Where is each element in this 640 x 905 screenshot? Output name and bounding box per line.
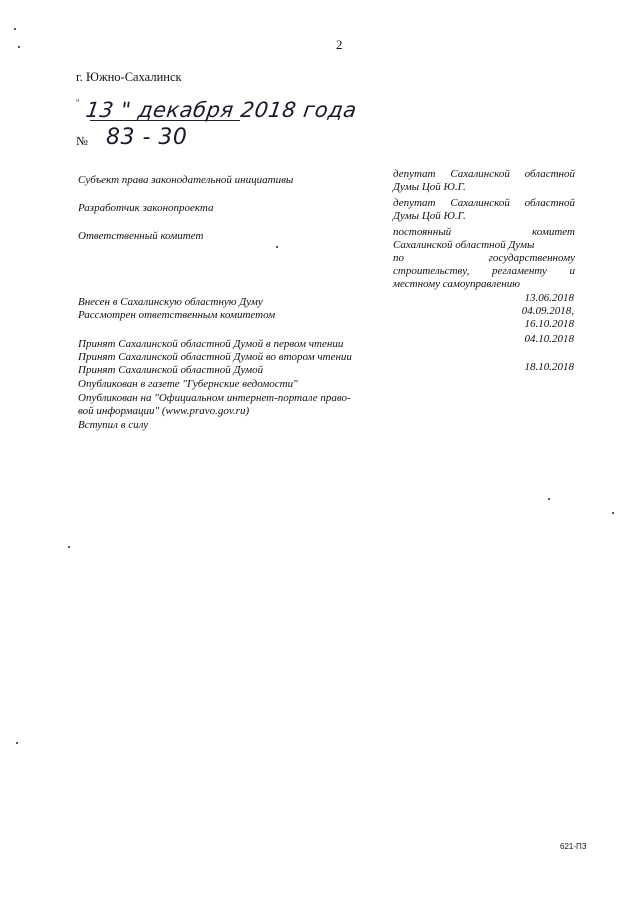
date-quote-mark: " <box>76 98 80 108</box>
scan-speck <box>612 512 614 514</box>
submitted-label: Внесен в Сахалинскую областную Думу <box>78 296 263 308</box>
handwritten-number: 83 - 30 <box>106 125 188 150</box>
scan-speck <box>16 742 18 744</box>
second-reading-label: Принят Сахалинской областной Думой во втором чтении <box>78 351 352 363</box>
date-underline <box>90 120 240 121</box>
published-portal-label-line1: Опубликован на "Официальном интернет-портале право- <box>78 392 351 404</box>
subject-label: Субъект права законодательной инициативы <box>78 174 294 186</box>
committee-value-line: местному самоуправлению <box>393 278 520 290</box>
committee-value-line: по государственному <box>393 252 575 264</box>
subject-value-line: депутат Сахалинской областной <box>393 168 575 180</box>
developer-value <box>393 197 575 223</box>
first-reading-label: Принят Сахалинской областной Думой в первом чтении <box>78 338 344 350</box>
subject-value-line: Думы Цой Ю.Г. <box>393 181 466 193</box>
scan-speck <box>14 28 16 30</box>
developer-value-line: депутат Сахалинской областной <box>393 197 575 209</box>
page-number: 2 <box>336 37 343 52</box>
committee-value-line: Сахалинской областной Думы <box>393 239 535 251</box>
submitted-date: 13.06.2018 <box>524 292 574 304</box>
committee-value-line: строительству, регламенту и <box>393 265 575 277</box>
number-label: № <box>76 134 88 148</box>
developer-label: Разработчик законопроекта <box>78 202 214 214</box>
reviewed-label: Рассмотрен ответственным комитетом <box>78 309 276 321</box>
adopted-label: Принят Сахалинской областной Думой <box>78 364 264 376</box>
reviewed-date-1: 04.09.2018, <box>521 305 574 317</box>
committee-label: Ответственный комитет <box>78 230 204 242</box>
committee-value-line: постоянный комитет <box>393 226 575 238</box>
published-newspaper-label: Опубликован в газете "Губернские ведомости" <box>78 378 298 390</box>
subject-value <box>393 168 575 194</box>
first-reading-date: 04.10.2018 <box>524 333 574 345</box>
in-force-label: Вступил в силу <box>78 419 149 431</box>
scan-speck <box>68 546 70 548</box>
handwritten-date: 13 " декабря 2018 года <box>84 98 359 122</box>
scan-speck <box>276 246 278 248</box>
adopted-date: 18.10.2018 <box>524 361 574 373</box>
reviewed-date-2: 16.10.2018 <box>524 318 574 330</box>
footer-code: 621-ПЗ <box>560 842 587 851</box>
committee-value <box>393 226 575 291</box>
city-name: г. Южно-Сахалинск <box>76 70 182 84</box>
developer-value-line: Думы Цой Ю.Г. <box>393 210 466 222</box>
published-portal-label-line2: вой информации" (www.pravo.gov.ru) <box>78 405 250 417</box>
scan-speck <box>18 46 20 48</box>
scan-speck <box>548 498 550 500</box>
